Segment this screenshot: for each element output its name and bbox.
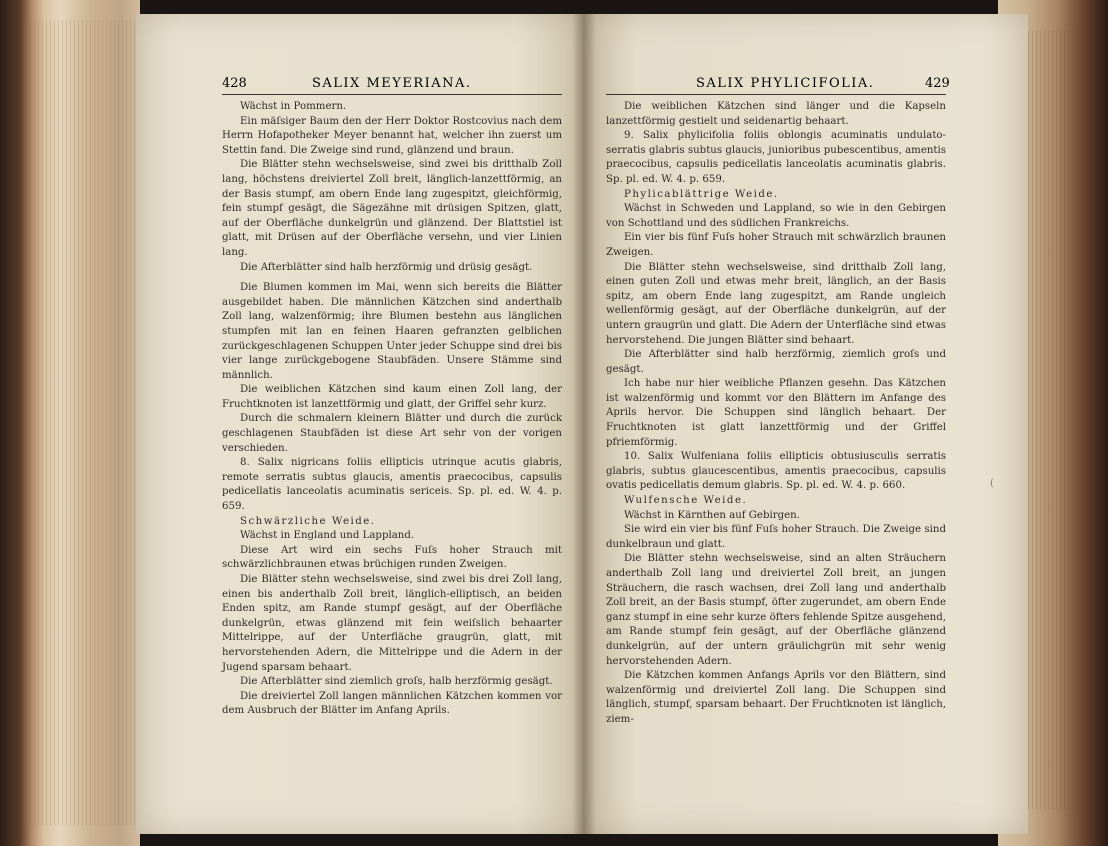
left-running-head: SALIX MEYERIANA. [312, 76, 472, 91]
paragraph: Die Blätter stehn wechselsweise, sind an alten Sträuchern anderthalb Zoll lang und dreiviertel Zoll breit, an jungen Sträuchern, die rasch wachsen, drei Zoll lang und anderthalb Zoll breit, an der Basis stumpf, öfter zugerundet, am obern Ende ganz stumpf in eine sehr kurze öfters fehlende Spitze ausgehend, am Rande stumpf fein gesägt, auf der Oberfläche glänzend dunkelgrün, auf der untern gräulichgrün mit sehr wenig hervorstehenden Adern. [606, 553, 946, 667]
paragraph: Die Blätter stehn wechselsweise, sind zwei bis dritthalb Zoll lang, höchstens dreiviertel Zoll breit, länglich-lanzettförmig, an der Basis stumpf, am obern Ende lang zugespitzt, gleichförmig, fein stumpf gesägt, die Sägezähne mit drüsigen Spitzen, glatt, auf der Oberfläche dunkelgrün und glänzend. Der Blattstiel ist glatt, mit Drüsen auf der Oberfläche versehn, und vier Linien lang. [222, 159, 562, 258]
paragraph: Die dreiviertel Zoll langen männlichen Kätzchen kommen vor dem Ausbruch der Blätter im Anfang Aprils. [222, 690, 562, 717]
paragraph: Die weiblichen Kätzchen sind länger und die Kapseln lanzettförmig gestielt und seidenartig behaart. [606, 101, 946, 127]
paragraph: Ein vier bis fünf Fuſs hoher Strauch mit schwärzlich braunen Zweigen. [606, 232, 946, 258]
species-entry: 10. Salix Wulfeniana foliis ellipticis obtusiusculis serratis glabris, subtus glaucescentibus, amentis praecocibus, capsulis ovatis pedicellatis demum glabris. Sp. pl. ed. W. 4. p. 660. [606, 451, 946, 492]
paragraph: Die weiblichen Kätzchen sind kaum einen Zoll lang, der Fruchtknoten ist lanzettförmig und glatt, der Griffel sehr kurz. [222, 384, 562, 410]
right-header-rule [606, 94, 946, 95]
paragraph: Durch die schmalern kleinern Blätter und durch die zurück geschlagenen Staubfäden ist diese Art sehr von der vorigen verschieden. [222, 413, 562, 454]
paragraph: Die Afterblätter sind halb herzförmig und drüsig gesägt. [240, 261, 533, 273]
book-gutter [572, 14, 596, 834]
common-name: Phylicablättrige Weide. [624, 188, 779, 200]
paragraph: Wächst in England und Lappland. [240, 530, 415, 542]
margin-mark: ( [990, 478, 994, 489]
right-page-number: 429 [925, 76, 950, 91]
paragraph: Die Blätter stehn wechselsweise, sind zwei bis drei Zoll lang, einen bis anderthalb Zoll breit, länglich-elliptisch, an beiden Enden spitz, am Rande stumpf gesägt, auf der Oberfläche dunkelgrün, etwas glänzend mit fein weiſslich behaarter Mittelrippe, auf der Unterfläche graugrün, glatt, mit hervorstehenden Adern, die Mittelrippe und die Adern in der Jugend sparsam behaart. [222, 574, 562, 673]
paragraph: Wächst in Schweden und Lappland, so wie in den Gebirgen von Schottland und des südlichen Frankreichs. [606, 203, 946, 229]
paragraph: Die Afterblätter sind halb herzförmig, ziemlich groſs und gesägt. [606, 349, 946, 375]
common-name: Wulfensche Weide. [624, 495, 748, 507]
page-stack-left [0, 0, 140, 846]
paragraph: Die Kätzchen kommen Anfangs Aprils vor den Blättern, sind walzenförmig und dreiviertel Zoll lang. Die Schuppen sind länglich, stumpf, sparsam behaart. Der Fruchtknoten ist länglich, ziem- [606, 670, 946, 725]
left-page-body [222, 100, 562, 719]
paragraph: Ich habe nur hier weibliche Pflanzen gesehn. Das Kätzchen ist walzenförmig und kommt vor den Blättern im Anfange des Aprils hervor. Die Schuppen sind länglich behaart. Der Fruchtknoten ist glatt lanzettförmig und der Griffel pfriemförmig. [606, 378, 946, 448]
paragraph: Die Blätter stehn wechselsweise, sind dritthalb Zoll lang, einen guten Zoll und etwas mehr breit, länglich, an der Basis spitz, am obern Ende lang zugespitzt, am Rande ungleich wellenförmig gesägt, auf der Oberfläche dunkelgrün, auf der untern graugrün und glatt. Die Adern der Unterfläche sind etwas hervorstehend. Die jungen Blätter sind behaart. [606, 261, 946, 346]
paragraph: Die Afterblätter sind ziemlich groſs, halb herzförmig gesägt. [240, 676, 553, 688]
paragraph: Ein mäſsiger Baum den der Herr Doktor Rostcovius nach dem Herrn Hofapotheker Meyer benannt hat, welcher ihn zuerst um Stettin fand. Die Zweige sind rund, glänzend und braun. [222, 115, 562, 156]
page-edges [30, 20, 140, 826]
left-page-number: 428 [222, 76, 247, 91]
paragraph: Sie wird ein vier bis fünf Fuſs hoher Strauch. Die Zweige sind dunkelbraun und glatt. [606, 524, 946, 550]
common-name: Schwärzliche Weide. [240, 515, 376, 527]
paragraph: Die Blumen kommen im Mai, wenn sich bereits die Blätter ausgebildet haben. Die männlichen Kätzchen sind anderthalb Zoll lang, walzenförmig; ihre Blumen bestehn aus länglichen stumpfen mit lan en feinen Haaren gefranzten gelblichen zurückgeschlagenen Schuppen Unter jeder Schuppe sind drei bis vier lange zurückgebogene Staubfäden. Unsere Stämme sind männlich. [222, 282, 562, 381]
paragraph: Diese Art wird ein sechs Fuſs hoher Strauch mit schwärzlichbraunen etwas brüchigen runden Zweigen. [222, 544, 562, 571]
right-page-body [606, 100, 946, 728]
left-header-rule [222, 94, 562, 95]
paragraph: Wächst in Kärnthen auf Gebirgen. [624, 509, 800, 521]
paragraph: Wächst in Pommern. [240, 101, 347, 112]
species-entry: 9. Salix phylicifolia foliis oblongis acuminatis undulato-serratis glabris subtus glaucis, junioribus pubescentibus, amentis praecocibus, capsulis pedicellatis lanceolatis acuminatis glabris. Sp. pl. ed. W. 4. p. 659. [606, 130, 946, 185]
species-entry: 8. Salix nigricans foliis ellipticis utrinque acutis glabris, remote serratis subtus glaucis, amentis praecocibus, capsulis pedicellatis lanceolatis acuminatis sericeis. Sp. pl. ed. W. 4. p. 659. [222, 457, 562, 513]
right-running-head: SALIX PHYLICIFOLIA. [696, 76, 875, 91]
